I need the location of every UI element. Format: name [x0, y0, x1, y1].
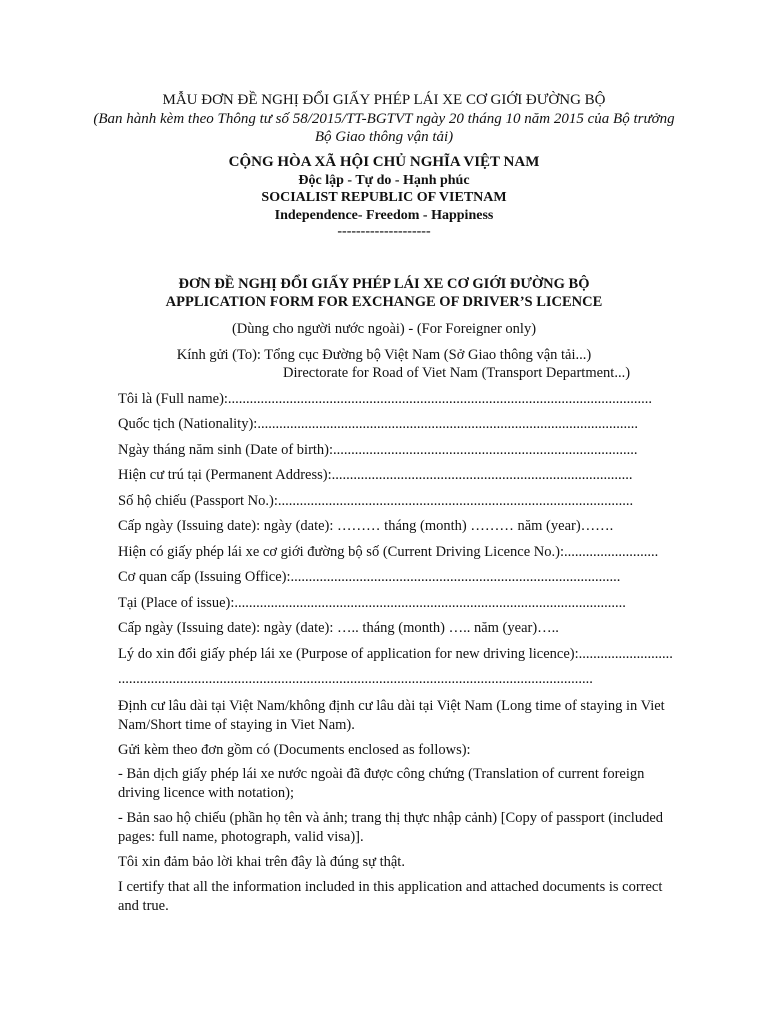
field-current-licence: Hiện có giấy phép lái xe cơ giới đường bộ số (Current Driving Licence No.):..........................	[118, 544, 659, 560]
field-licence-issuing-date: Cấp ngày (Issuing date): ngày (date): ….. tháng (month) ….. năm (year)…..	[118, 620, 559, 636]
document-item-translation: - Bản dịch giấy phép lái xe nước ngoài đã được công chứng (Translation of current foreign driving licence with notation);	[118, 766, 645, 801]
field-issuing-office: Cơ quan cấp (Issuing Office):...........................................................................................	[118, 569, 621, 585]
application-title-vn: ĐƠN ĐỀ NGHỊ ĐỔI GIẤY PHÉP LÁI XE CƠ GIỚI ĐƯỜNG BỘ	[178, 276, 590, 292]
issued-note-line-1: (Ban hành kèm theo Thông tư số 58/2015/TT-BGTVT ngày 20 tháng 10 năm 2015 của Bộ trưởng	[93, 111, 675, 127]
republic-motto-en: Independence- Freedom - Happiness	[274, 208, 494, 223]
issued-note-line-2: Bộ Giao thông vận tải)	[314, 129, 454, 145]
application-title-en: APPLICATION FORM FOR EXCHANGE OF DRIVER’S LICENCE	[165, 294, 603, 310]
document-item-passport: - Bản sao hộ chiếu (phần họ tên và ảnh; trang thị thực nhập cảnh) [Copy of passport (included pages: full name, photograph, valid visa)].	[118, 810, 664, 845]
field-issuing-date: Cấp ngày (Issuing date): ngày (date): ……… tháng (month) ……… năm (year)…….	[118, 518, 614, 534]
addressee-line-1: Kính gửi (To): Tổng cục Đường bộ Việt Nam (Sở Giao thông vận tải...)	[176, 347, 592, 363]
republic-name-vn: CỘNG HÒA XÃ HỘI CHỦ NGHĨA VIỆT NAM	[228, 154, 540, 170]
republic-name-en: SOCIALIST REPUBLIC OF VIETNAM	[261, 190, 507, 205]
field-purpose: Lý do xin đổi giấy phép lái xe (Purpose of application for new driving licence):..........................	[118, 646, 673, 662]
field-nationality: Quốc tịch (Nationality):.........................................................................................................	[118, 416, 638, 432]
field-permanent-address: Hiện cư trú tại (Permanent Address):...................................................................................	[118, 467, 633, 483]
field-purpose-continued: ...................................................................................................................................	[118, 671, 593, 687]
field-passport-number: Số hộ chiếu (Passport No.):..................................................................................................	[118, 493, 634, 509]
republic-motto-vn: Độc lập - Tự do - Hạnh phúc	[298, 173, 470, 188]
guarantee-statement-vn: Tôi xin đảm bảo lời khai trên đây là đúng sự thật.	[118, 854, 405, 870]
field-date-of-birth: Ngày tháng năm sinh (Date of birth):....................................................................................	[118, 442, 638, 458]
usage-note: (Dùng cho người nước ngoài) - (For Foreigner only)	[231, 321, 537, 337]
documents-intro: Gửi kèm theo đơn gồm có (Documents enclosed as follows):	[118, 742, 471, 758]
form-template-title: MẪU ĐƠN ĐỀ NGHỊ ĐỔI GIẤY PHÉP LÁI XE CƠ GIỚI ĐƯỜNG BỘ	[162, 92, 606, 108]
field-full-name: Tôi là (Full name):.....................................................................................................................	[118, 391, 653, 407]
divider: --------------------	[337, 224, 431, 239]
field-place-of-issue: Tại (Place of issue):............................................................................................................	[118, 595, 626, 611]
residence-statement: Định cư lâu dài tại Việt Nam/không định cư lâu dài tại Việt Nam (Long time of staying in Viet Nam/Short time of staying in Viet Nam).	[118, 698, 665, 733]
certification-statement-en: I certify that all the information included in this application and attached documents is correct and true.	[118, 879, 663, 914]
addressee-line-2: Directorate for Road of Viet Nam (Transport Department...)	[283, 365, 631, 381]
